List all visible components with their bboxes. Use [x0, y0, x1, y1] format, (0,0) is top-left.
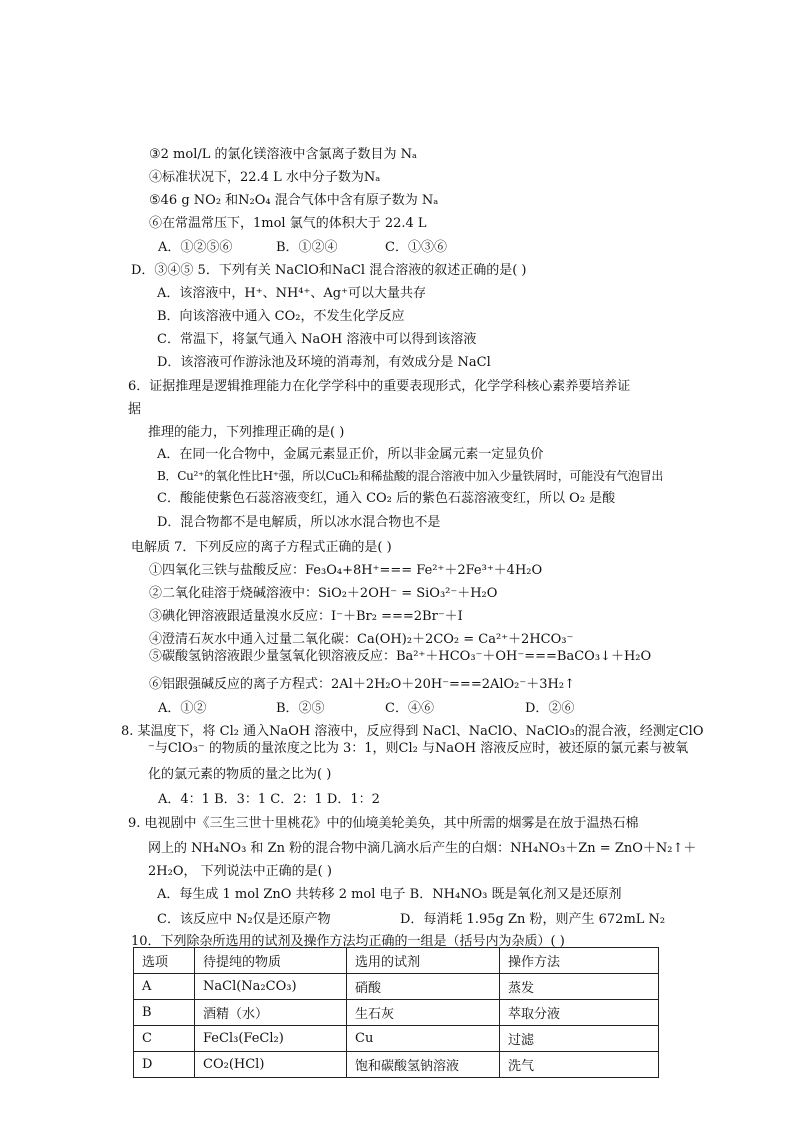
q7-option-b: B．②⑤ [276, 701, 325, 716]
q7-item-4: ④澄清石灰水中通入过量二氧化碳：Ca(OH)₂＋2CO₂ = Ca²⁺＋2HCO₃⁻ [149, 632, 574, 647]
q6-stem-line-2: 据 [128, 402, 142, 417]
q9-stem-line-1: 9. 电视剧中《三生三世十里桃花》中的仙境美轮美奂，其中所需的烟雾是在放于温热石棉 [128, 816, 639, 831]
table-cell: D [134, 1052, 195, 1078]
table-cell: 硝酸 [347, 974, 500, 1000]
q4-item-4: ④标准状况下，22.4 L 水中分子数为Nₐ [149, 170, 381, 185]
q7-option-c: C．④⑥ [385, 701, 434, 716]
table-header-cell: 操作方法 [500, 948, 659, 974]
table-cell: 过滤 [500, 1026, 659, 1052]
q8-stem-line-1: 8. 某温度下，将 Cl₂ 通入NaOH 溶液中，反应得到 NaCl、NaClO、NaClO₃的混合液，经测定ClO [121, 724, 704, 739]
q9-option-c: C．该反应中 N₂仅是还原产物 [157, 912, 331, 927]
q6-option-d: D．混合物都不是电解质，所以冰水混合物也不是 [157, 515, 441, 530]
table-cell: C [134, 1026, 195, 1052]
q4-item-6: ⑥在常温常压下，1mol 氯气的体积大于 22.4 L [149, 216, 427, 231]
q5-option-a: A．该溶液中，H⁺、NH⁴⁺、Ag⁺可以大量共存 [157, 286, 426, 301]
table-cell: FeCl₃(FeCl₂) [195, 1026, 347, 1052]
table-cell: 酒精（水） [195, 1000, 347, 1026]
q9-option-ab: A．每生成 1 mol ZnO 共转移 2 mol 电子 B．NH₄NO₃ 既是氧化剂又是还原剂 [157, 887, 622, 902]
table-header-cell: 选项 [134, 948, 195, 974]
table-row [134, 1026, 659, 1052]
q4-option-a: A．①②⑤⑥ [158, 240, 233, 255]
q7-stem: 电解质 7．下列反应的离子方程式正确的是( ) [131, 540, 392, 555]
table-cell: Cu [347, 1026, 500, 1052]
q7-option-d: D．②⑥ [525, 701, 575, 716]
table-cell: NaCl(Na₂CO₃) [195, 974, 347, 1000]
q8-stem-line-2: ⁻与ClO₃⁻ 的物质的量浓度之比为 3：1，则Cl₂ 与NaOH 溶液反应时，被还原的氯元素与被氧 [148, 741, 689, 756]
table-cell: A [134, 974, 195, 1000]
q6-option-b: B．Cu²⁺的氧化性比H⁺强，所以CuCl₂和稀盐酸的混合溶液中加入少量铁屑时，可能没有气泡冒出 [157, 469, 664, 483]
table-cell: 萃取分液 [500, 1000, 659, 1026]
q4-item-5: ⑤46 g NO₂ 和N₂O₄ 混合气体中含有原子数为 Nₐ [149, 193, 439, 208]
q9-stem-line-2: 网上的 NH₄NO₃ 和 Zn 粉的混合物中滴几滴水后产生的白烟：NH₄NO₃＋Zn = ZnO＋N₂↑＋ [148, 841, 697, 856]
table-row [134, 1000, 659, 1026]
q4-item-3: ③2 mol/L 的氯化镁溶液中含氯离子数目为 Nₐ [149, 147, 418, 162]
table-cell: B [134, 1000, 195, 1026]
table-header-row [134, 948, 659, 974]
q7-item-2: ②二氧化硅溶于烧碱溶液中：SiO₂＋2OH⁻ = SiO₃²⁻＋H₂O [149, 586, 498, 601]
table-row [134, 974, 659, 1000]
q5-option-c: C．常温下，将氯气通入 NaOH 溶液中可以得到该溶液 [157, 332, 477, 347]
q5-option-b: B．向该溶液中通入 CO₂，不发生化学反应 [157, 309, 405, 324]
q6-stem-line-1: 6．证据推理是逻辑推理能力在化学学科中的重要表现形式，化学学科核心素养要培养证 [128, 379, 631, 394]
q7-item-1: ①四氧化三铁与盐酸反应：Fe₃O₄+8H⁺=== Fe²⁺＋2Fe³⁺＋4H₂O [149, 563, 543, 578]
q9-option-d: D．每消耗 1.95g Zn 粉，则产生 672mL N₂ [400, 912, 666, 927]
q8-stem-line-3: 化的氯元素的物质的量之比为( ) [148, 767, 332, 782]
table-cell: 蒸发 [500, 974, 659, 1000]
q9-stem-line-3: 2H₂O， 下列说法中正确的是( ) [148, 864, 332, 879]
q7-item-3: ③碘化钾溶液跟适量溴水反应：I⁻＋Br₂ ===2Br⁻＋I [149, 609, 463, 624]
table-row [134, 1052, 659, 1078]
q5-option-d: D．该溶液可作游泳池及环境的消毒剂，有效成分是 NaCl [157, 355, 491, 370]
q7-option-a: A．①② [158, 701, 207, 716]
q10-stem: 10．下列除杂所选用的试剂及操作方法均正确的一组是（括号内为杂质）( ) [131, 934, 565, 949]
q5-stem: D．③④⑤ 5．下列有关 NaClO和NaCl 混合溶液的叙述正确的是( ) [131, 263, 527, 278]
table-header-cell: 待提纯的物质 [195, 948, 347, 974]
q6-stem-line-3: 推理的能力，下列推理正确的是( ) [148, 425, 345, 440]
table-cell: 洗气 [500, 1052, 659, 1078]
q7-item-6: ⑥铝跟强碱反应的离子方程式：2Al＋2H₂O＋20H⁻===2AlO₂⁻＋3H₂↑ [149, 677, 575, 692]
q7-item-5: ⑤碳酸氢钠溶液跟少量氢氧化钡溶液反应：Ba²⁺＋HCO₃⁻＋OH⁻===BaCO₃↓＋H₂O [149, 649, 652, 664]
q6-option-a: A．在同一化合物中，金属元素显正价，所以非金属元素一定显负价 [157, 447, 544, 462]
q4-option-c: C．①③⑥ [385, 240, 447, 255]
q8-options: A．4：1 B．3：1 C．2：1 D．1：2 [158, 792, 380, 807]
table-cell: 生石灰 [347, 1000, 500, 1026]
q6-option-c: C．酸能使紫色石蕊溶液变红，通入 CO₂ 后的紫色石蕊溶液变红，所以 O₂ 是酸 [157, 491, 616, 506]
table-cell: CO₂(HCl) [195, 1052, 347, 1078]
table-header-cell: 选用的试剂 [347, 948, 500, 974]
table-cell: 饱和碳酸氢钠溶液 [347, 1052, 500, 1078]
q10-table [133, 947, 659, 1078]
q4-option-b: B．①②④ [276, 240, 338, 255]
